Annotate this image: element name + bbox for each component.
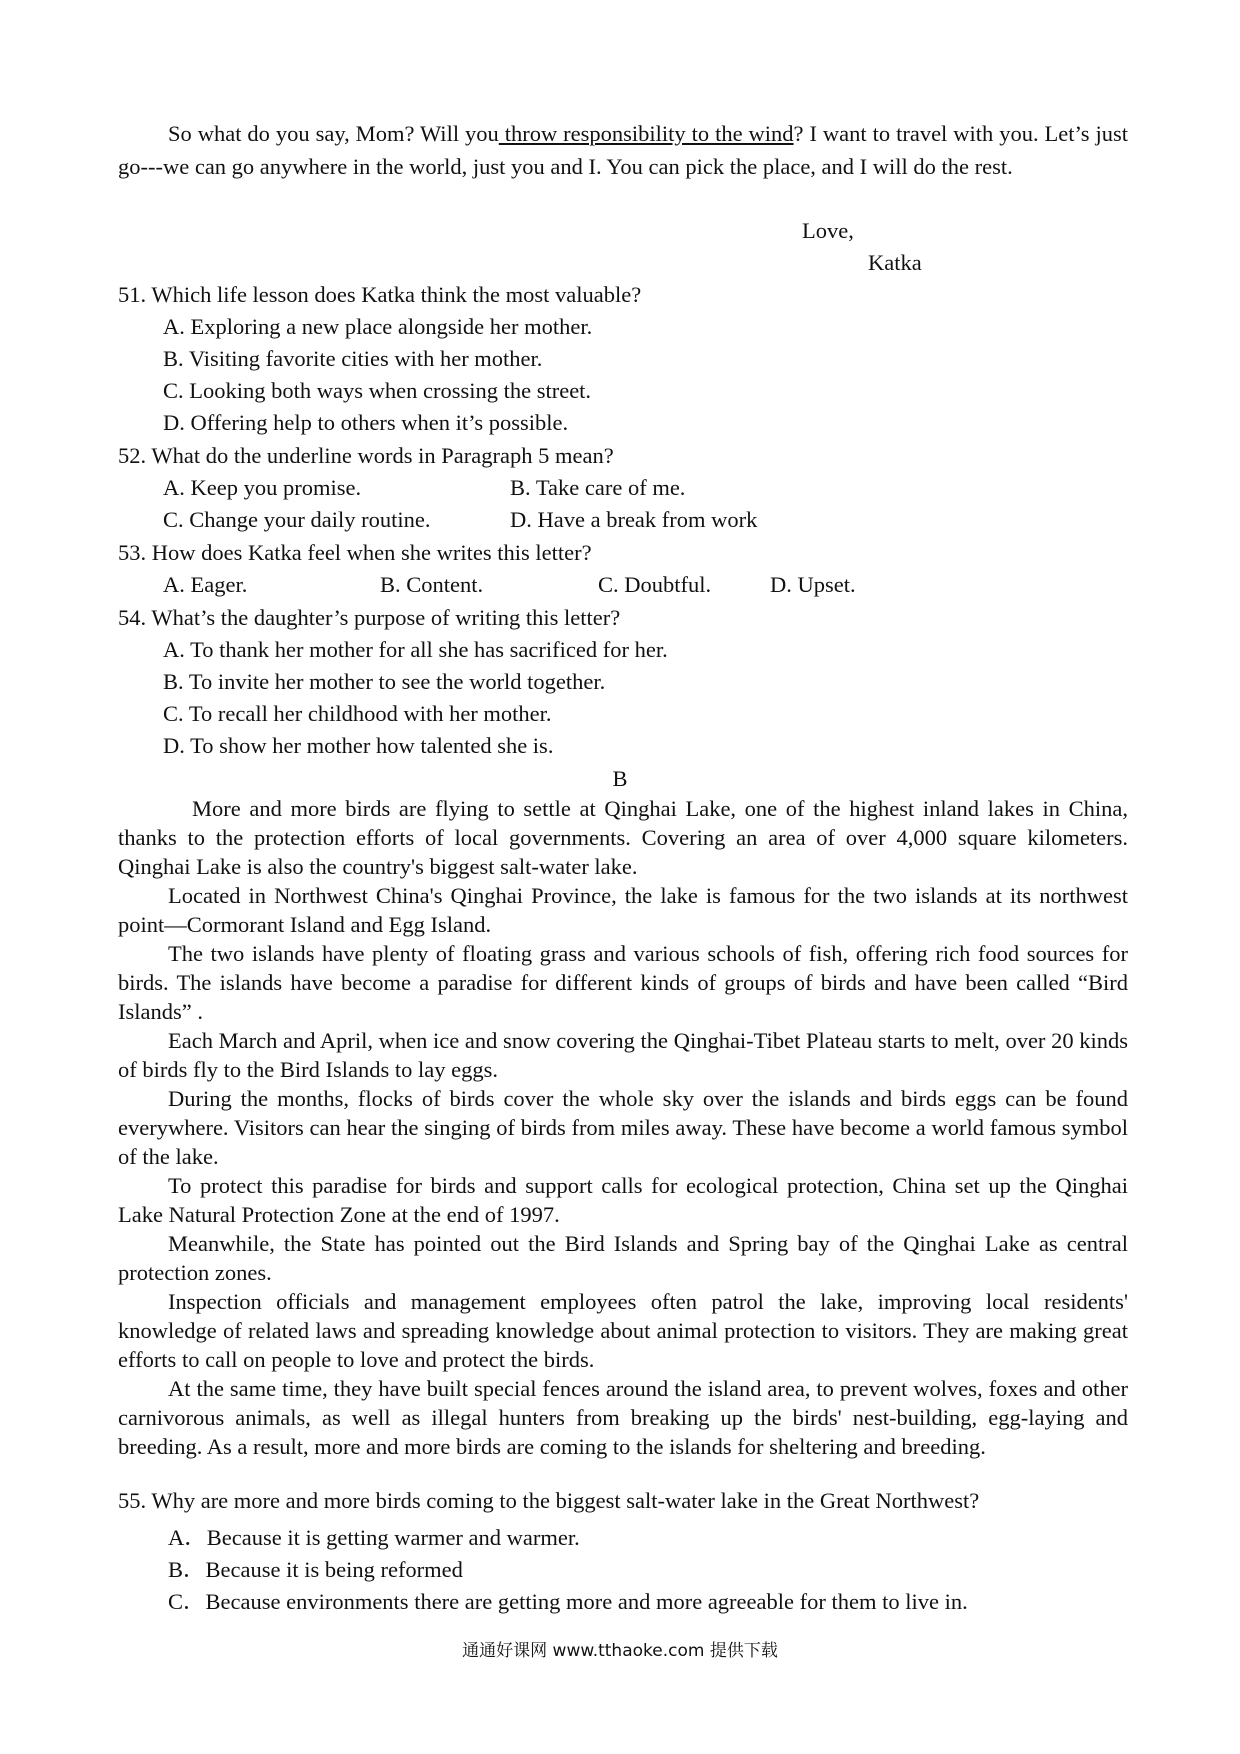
option-54-b: B. To invite her mother to see the world together. bbox=[163, 669, 606, 694]
passage-paragraph-3: The two islands have plenty of floating grass and various schools of fish, offering rich food sources for birds. The islands have become a paradise for different kinds of groups of birds and have been called “Bird Islands” . bbox=[118, 941, 1128, 1024]
passage-paragraph-5: During the months, flocks of birds cover the whole sky over the islands and birds eggs can be found everywhere. Visitors can hear the singing of birds from miles away. These have become a world famous symbol of the lake. bbox=[118, 1086, 1128, 1169]
letter-text-before: So what do you say, Mom? Will you bbox=[168, 121, 499, 146]
section-b-heading: B bbox=[612, 766, 628, 791]
option-55-a: A．Because it is getting warmer and warmer. bbox=[168, 1525, 580, 1550]
passage-paragraph-8: Inspection officials and management employees often patrol the lake, improving local residents' knowledge of related laws and spreading knowledge about animal protection to visitors. They are making great efforts to call on people to love and protect the birds. bbox=[118, 1289, 1128, 1372]
option-52-b: B. Take care of me. bbox=[510, 475, 686, 500]
letter-text-after: ? I want to travel with you. Let’s just go---we can go anywhere in the world, just you and I. You can pick the place, and I will do the rest. bbox=[118, 121, 1128, 179]
option-54-c: C. To recall her childhood with her mother. bbox=[163, 701, 552, 726]
option-54-d: D. To show her mother how talented she is. bbox=[163, 733, 554, 758]
option-53-d: D. Upset. bbox=[770, 572, 856, 597]
option-53-b: B. Content. bbox=[380, 572, 484, 597]
option-55-b: B．Because it is being reformed bbox=[168, 1557, 463, 1582]
passage-paragraph-1: More and more birds are flying to settle at Qinghai Lake, one of the highest inland lakes in China, thanks to the protection efforts of local governments. Covering an area of over 4,000 square kilometers. Qinghai Lake is also the country's biggest salt-water lake. bbox=[118, 796, 1128, 879]
page-footer: 通通好课网 www.tthaoke.com 提供下载 bbox=[462, 1641, 778, 1661]
passage-paragraph-7: Meanwhile, the State has pointed out the Bird Islands and Spring bay of the Qinghai Lake as central protection zones. bbox=[118, 1231, 1128, 1285]
option-51-c: C. Looking both ways when crossing the street. bbox=[163, 378, 592, 403]
question-55: 55. Why are more and more birds coming to the biggest salt-water lake in the Great Northwest? bbox=[118, 1488, 980, 1513]
option-51-a: A. Exploring a new place alongside her mother. bbox=[163, 314, 593, 339]
passage-paragraph-4: Each March and April, when ice and snow covering the Qinghai-Tibet Plateau starts to melt, over 20 kinds of birds fly to the Bird Islands to lay eggs. bbox=[118, 1028, 1128, 1082]
option-55-c: C．Because environments there are getting more and more agreeable for them to live in. bbox=[168, 1589, 968, 1614]
option-54-a: A. To thank her mother for all she has sacrificed for her. bbox=[163, 637, 668, 662]
letter-signature: Katka bbox=[868, 250, 922, 275]
option-53-c: C. Doubtful. bbox=[598, 572, 712, 597]
underlined-phrase: throw responsibility to the wind bbox=[498, 121, 794, 146]
question-52: 52. What do the underline words in Paragraph 5 mean? bbox=[118, 443, 614, 468]
passage-paragraph-9: At the same time, they have built special fences around the island area, to prevent wolves, foxes and other carnivorous animals, as well as illegal hunters from breaking up the birds' nest-building, egg-laying and breeding. As a result, more and more birds are coming to the islands for sheltering and breeding. bbox=[118, 1376, 1128, 1459]
section-b-passage bbox=[118, 794, 1128, 1461]
option-52-a: A. Keep you promise. bbox=[163, 475, 362, 500]
question-54: 54. What’s the daughter’s purpose of writing this letter? bbox=[118, 605, 621, 630]
passage-paragraph-6: To protect this paradise for birds and support calls for ecological protection, China set up the Qinghai Lake Natural Protection Zone at the end of 1997. bbox=[118, 1173, 1128, 1227]
option-51-b: B. Visiting favorite cities with her mother. bbox=[163, 346, 543, 371]
letter-closing: Love, bbox=[802, 218, 854, 243]
option-53-a: A. Eager. bbox=[163, 572, 248, 597]
option-51-d: D. Offering help to others when it’s possible. bbox=[163, 410, 569, 435]
option-52-d: D. Have a break from work bbox=[510, 507, 758, 532]
letter-paragraph bbox=[118, 118, 1128, 183]
passage-paragraph-2: Located in Northwest China's Qinghai Province, the lake is famous for the two islands at its northwest point—Cormorant Island and Egg Island. bbox=[118, 883, 1128, 937]
question-51: 51. Which life lesson does Katka think the most valuable? bbox=[118, 282, 642, 307]
question-53: 53. How does Katka feel when she writes this letter? bbox=[118, 540, 592, 565]
option-52-c: C. Change your daily routine. bbox=[163, 507, 431, 532]
